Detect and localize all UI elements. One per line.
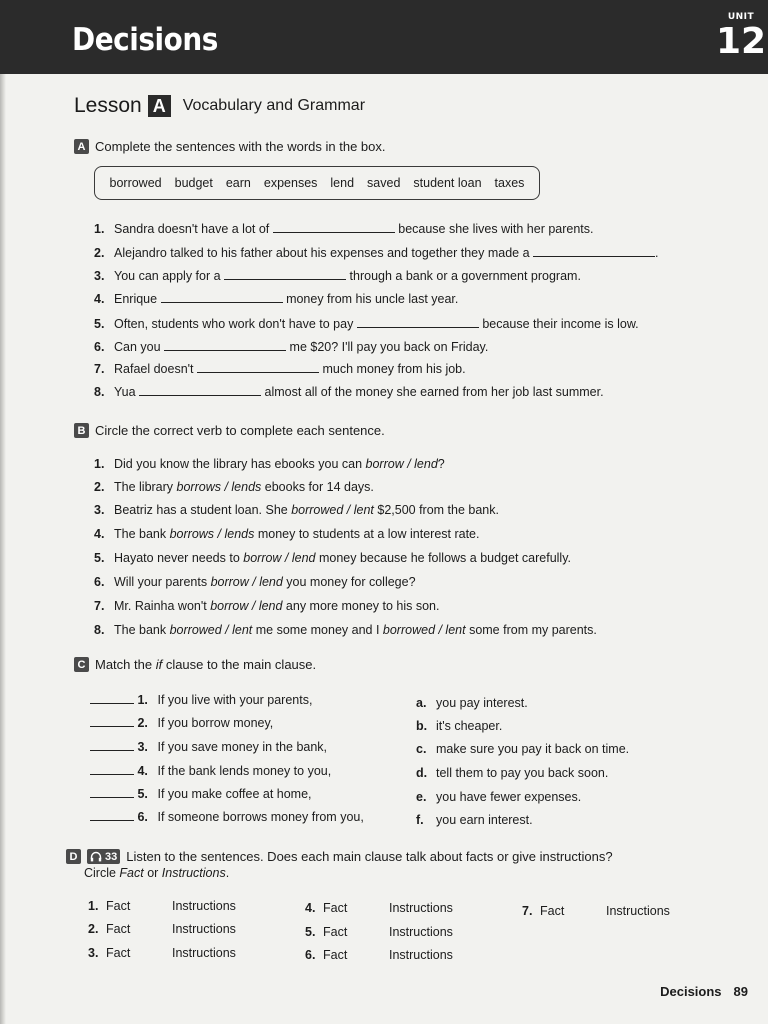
list-item: 5. Hayato never needs to borrow / lend money because he follows a budget carefully. bbox=[94, 551, 571, 565]
answer-blank[interactable] bbox=[357, 317, 479, 328]
section-d-instruction-line2: Circle Fact or Instructions. bbox=[84, 866, 230, 880]
section-b-badge: B bbox=[74, 423, 89, 438]
fact-option[interactable]: Fact bbox=[323, 901, 348, 915]
instructions-option[interactable]: Instructions bbox=[172, 922, 236, 936]
page-footer bbox=[648, 984, 748, 999]
word-bank-item: taxes bbox=[494, 176, 525, 190]
instructions-option[interactable]: Instructions bbox=[389, 925, 453, 939]
list-item: 8. Yua almost all of the money she earned from her job last summer. bbox=[94, 385, 604, 399]
answer-blank[interactable] bbox=[164, 340, 286, 351]
fact-item: 4. Fact Instructions bbox=[305, 901, 453, 915]
section-d-badge: D bbox=[66, 849, 81, 864]
list-item: 6. Will your parents borrow / lend you money for college? bbox=[94, 575, 416, 589]
verb-choice[interactable]: borrowed / lent bbox=[169, 623, 253, 637]
answer-blank[interactable] bbox=[197, 362, 319, 373]
section-a-badge: A bbox=[74, 139, 89, 154]
instructions-option[interactable]: Instructions bbox=[389, 948, 453, 962]
verb-choice[interactable]: borrows / lends bbox=[169, 527, 255, 541]
fact-item: 2. Fact Instructions bbox=[88, 922, 236, 936]
instructions-option[interactable]: Instructions bbox=[389, 901, 453, 915]
list-item: 7. Rafael doesn't much money from his job. bbox=[94, 362, 466, 376]
fact-item: 1. Fact Instructions bbox=[88, 899, 236, 913]
headphones-icon bbox=[90, 851, 102, 862]
fact-option[interactable]: Fact bbox=[106, 922, 131, 936]
instructions-option[interactable]: Instructions bbox=[172, 946, 236, 960]
match-left-item: 2. If you borrow money, bbox=[90, 716, 273, 730]
answer-blank[interactable] bbox=[273, 222, 395, 233]
answer-blank[interactable] bbox=[139, 385, 261, 396]
fact-option[interactable]: Fact bbox=[323, 925, 348, 939]
list-item: 2. Alejandro talked to his father about his expenses and together they made a . bbox=[94, 246, 659, 260]
fact-option[interactable]: Fact bbox=[323, 948, 348, 962]
match-left-item: 5. If you make coffee at home, bbox=[90, 787, 312, 801]
verb-choice[interactable]: borrow / lend bbox=[210, 599, 283, 613]
verb-choice[interactable]: borrowed / lent bbox=[382, 623, 466, 637]
unit-number: 12 bbox=[715, 21, 767, 62]
section-c-badge: C bbox=[74, 657, 89, 672]
instructions-option[interactable]: Instructions bbox=[606, 904, 670, 918]
unit-header-bar bbox=[0, 0, 768, 74]
fact-item: 6. Fact Instructions bbox=[305, 948, 453, 962]
fact-option[interactable]: Fact bbox=[106, 899, 131, 913]
match-right-item: f. you earn interest. bbox=[416, 813, 533, 827]
match-left-item: 1. If you live with your parents, bbox=[90, 693, 312, 707]
list-item: 3. You can apply for a through a bank or a government program. bbox=[94, 269, 581, 283]
list-item: 1. Did you know the library has ebooks you can borrow / lend? bbox=[94, 457, 445, 471]
page-binding-shadow bbox=[0, 74, 6, 1024]
answer-blank[interactable] bbox=[533, 246, 655, 257]
fact-option[interactable]: Fact bbox=[106, 946, 131, 960]
match-right-item: a. you pay interest. bbox=[416, 696, 528, 710]
lesson-letter-badge: A bbox=[148, 95, 171, 117]
match-left-item: 3. If you save money in the bank, bbox=[90, 740, 327, 754]
answer-blank[interactable] bbox=[224, 269, 346, 280]
section-a-heading bbox=[74, 139, 386, 154]
match-right-item: b. it's cheaper. bbox=[416, 719, 503, 733]
section-b-heading bbox=[74, 423, 385, 438]
word-bank-item: earn bbox=[225, 176, 251, 190]
word-bank-item: saved bbox=[367, 176, 401, 190]
match-right-item: c. make sure you pay it back on time. bbox=[416, 742, 630, 756]
list-item: 6. Can you me $20? I'll pay you back on Friday. bbox=[94, 340, 489, 354]
unit-title: Decisions bbox=[72, 22, 218, 58]
word-bank-item: expenses bbox=[263, 176, 318, 190]
list-item: 4. Enrique money from his uncle last year. bbox=[94, 292, 459, 306]
answer-blank[interactable] bbox=[90, 764, 134, 775]
verb-choice[interactable]: borrow / lend bbox=[243, 551, 316, 565]
verb-choice[interactable]: borrow / lend bbox=[210, 575, 283, 589]
word-bank-item: student loan bbox=[413, 176, 482, 190]
answer-blank[interactable] bbox=[90, 810, 134, 821]
list-item: 3. Beatriz has a student loan. She borrowed / lent $2,500 from the bank. bbox=[94, 503, 499, 517]
fact-item: 3. Fact Instructions bbox=[88, 946, 236, 960]
fact-item: 7. Fact Instructions bbox=[522, 904, 670, 918]
unit-badge bbox=[714, 10, 768, 74]
match-right-item: e. you have fewer expenses. bbox=[416, 790, 582, 804]
section-d-instruction-line1: Listen to the sentences. Does each main clause talk about facts or give instructions? bbox=[126, 849, 613, 864]
list-item: 2. The library borrows / lends ebooks for 14 days. bbox=[94, 480, 374, 494]
answer-blank[interactable] bbox=[90, 740, 134, 751]
lesson-word: Lesson bbox=[74, 94, 142, 117]
section-b-instruction: Circle the correct verb to complete each sentence. bbox=[95, 423, 385, 438]
match-left-item: 6. If someone borrows money from you, bbox=[90, 810, 364, 824]
audio-track-badge[interactable] bbox=[87, 849, 120, 864]
answer-blank[interactable] bbox=[90, 787, 134, 798]
instructions-option[interactable]: Instructions bbox=[172, 899, 236, 913]
lesson-title bbox=[74, 94, 365, 118]
verb-choice[interactable]: borrows / lends bbox=[176, 480, 262, 494]
answer-blank[interactable] bbox=[90, 716, 134, 727]
fact-option[interactable]: Fact bbox=[540, 904, 565, 918]
word-bank-item: borrowed bbox=[109, 176, 162, 190]
answer-blank[interactable] bbox=[90, 693, 134, 704]
verb-choice[interactable]: borrowed / lent bbox=[291, 503, 374, 517]
footer-label: Decisions bbox=[660, 984, 722, 999]
answer-blank[interactable] bbox=[161, 292, 283, 303]
section-a-instruction: Complete the sentences with the words in the box. bbox=[95, 139, 386, 154]
list-item: 8. The bank borrowed / lent me some money and I borrowed / lent some from my parents. bbox=[94, 623, 597, 637]
section-c-heading bbox=[74, 657, 316, 672]
match-left-item: 4. If the bank lends money to you, bbox=[90, 764, 331, 778]
word-bank-item: budget bbox=[174, 176, 213, 190]
verb-choice[interactable]: borrow / lend bbox=[365, 457, 438, 471]
list-item: 5. Often, students who work don't have to pay because their income is low. bbox=[94, 317, 639, 331]
unit-label: UNIT bbox=[727, 12, 755, 22]
list-item: 4. The bank borrows / lends money to students at a low interest rate. bbox=[94, 527, 480, 541]
page-number: 89 bbox=[733, 984, 748, 999]
match-right-item: d. tell them to pay you back soon. bbox=[416, 766, 609, 780]
section-d-heading bbox=[66, 849, 613, 864]
audio-track-number: 33 bbox=[105, 850, 118, 863]
fact-item: 5. Fact Instructions bbox=[305, 925, 453, 939]
lesson-subtitle: Vocabulary and Grammar bbox=[182, 97, 366, 114]
list-item: 7. Mr. Rainha won't borrow / lend any more money to his son. bbox=[94, 599, 440, 613]
word-bank-box bbox=[94, 166, 540, 200]
word-bank-item: lend bbox=[330, 176, 355, 190]
section-c-instruction: Match the if clause to the main clause. bbox=[95, 657, 317, 672]
list-item: 1. Sandra doesn't have a lot of because she lives with her parents. bbox=[94, 222, 594, 236]
